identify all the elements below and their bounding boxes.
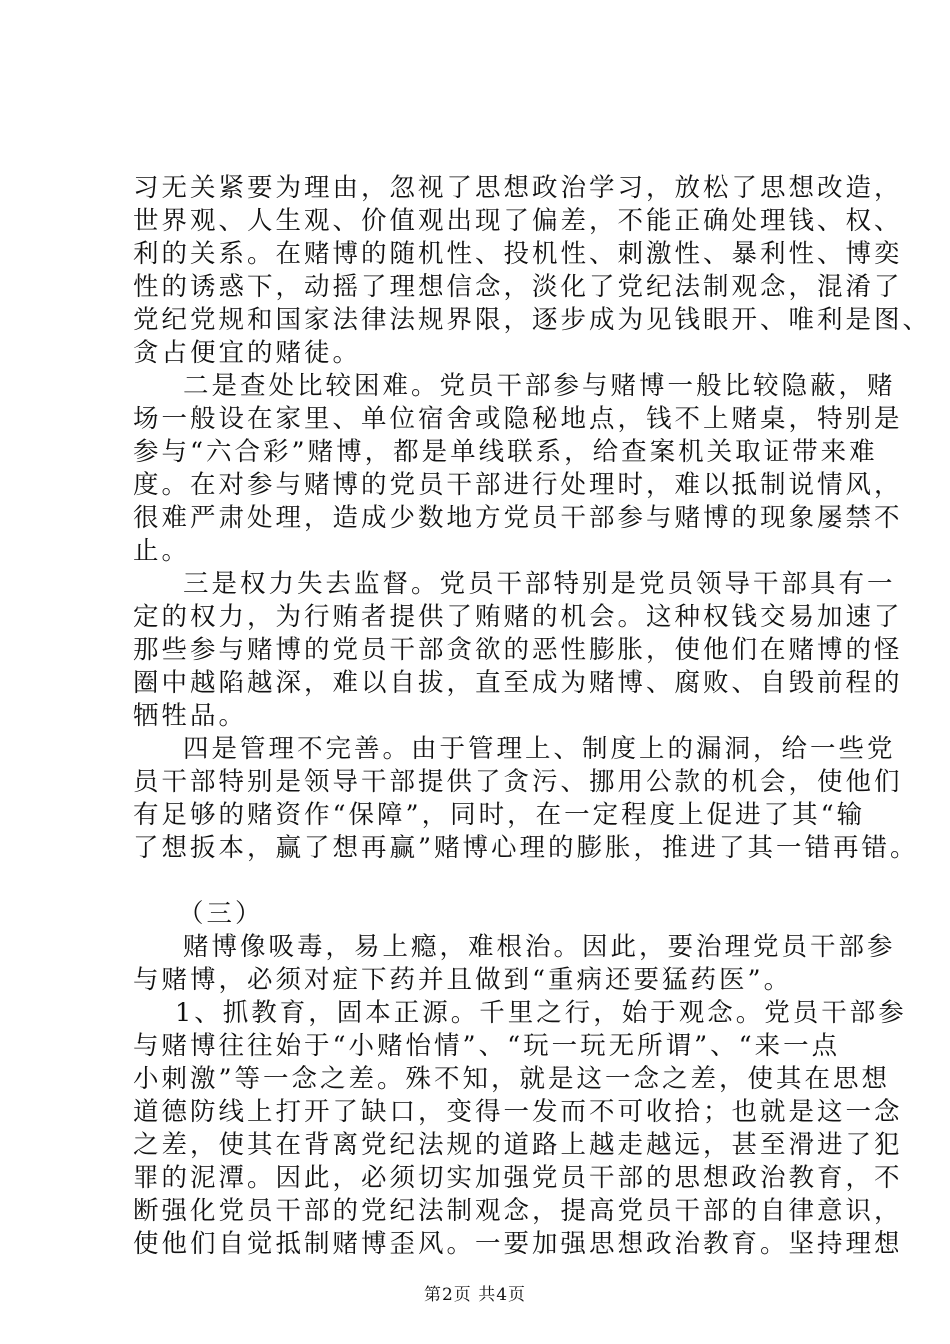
text-line: 与赌博，必须对症下药并且做到“重病还要猛药医”。 [133, 965, 793, 995]
paragraph-start-line: 二是查处比较困难。党员干部参与赌博一般比较隐蔽，赌 [183, 371, 896, 401]
text-line: 牺牲品。 [133, 701, 248, 731]
text-line: 圈中越陷越深，难以自拔，直至成为赌博、腐败、自毁前程的 [133, 668, 903, 698]
text-line: 断强化党员干部的党纪法制观念，提高党员干部的自律意识， [133, 1196, 903, 1226]
text-line: 参与“六合彩”赌博，都是单线联系，给查案机关取证带来难 [133, 437, 878, 467]
paragraph-start-line: 三是权力失去监督。党员干部特别是党员领导干部具有一 [183, 569, 896, 599]
text-line: 有足够的赌资作“保障”，同时，在一定程度上促进了其“输 [133, 800, 866, 830]
text-line: 了想扳本，赢了想再赢”赌博心理的膨胀，推进了其一错再错。 [133, 833, 919, 863]
section-heading: （三） [178, 899, 264, 929]
text-line: 与赌博往往始于“小赌怡情”、“玩一玩无所谓”、“来一点 [133, 1031, 841, 1061]
text-line: 小刺激”等一念之差。殊不知，就是这一念之差，使其在思想 [133, 1064, 891, 1094]
page-footer: 第2页 共4页 [423, 1285, 527, 1305]
text-line: 之差，使其在背离党纪法规的道路上越走越远，甚至滑进了犯 [133, 1130, 903, 1160]
text-line: 罪的泥潭。因此，必须切实加强党员干部的思想政治教育，不 [133, 1163, 903, 1193]
text-line: 党纪党规和国家法律法规界限，逐步成为见钱眼开、唯利是图、 [133, 305, 932, 335]
text-line: 世界观、人生观、价值观出现了偏差，不能正确处理钱、权、 [133, 206, 903, 236]
paragraph-start-line: 1、抓教育，固本正源。千里之行，始于观念。党员干部参 [175, 998, 907, 1028]
text-line: 定的权力，为行贿者提供了贿赌的机会。这种权钱交易加速了 [133, 602, 903, 632]
text-line: 习无关紧要为理由，忽视了思想政治学习，放松了思想改造， [133, 173, 903, 203]
text-line: 员干部特别是领导干部提供了贪污、挪用公款的机会，使他们 [133, 767, 903, 797]
text-line: 止。 [133, 536, 191, 566]
text-line: 使他们自觉抵制赌博歪风。一要加强思想政治教育。坚持理想 [133, 1229, 903, 1259]
text-line: 那些参与赌博的党员干部贪欲的恶性膨胀，使他们在赌博的怪 [133, 635, 903, 665]
text-line: 性的诱惑下，动摇了理想信念，淡化了党纪法制观念，混淆了 [133, 272, 903, 302]
text-line: 贪占便宜的赌徒。 [133, 338, 362, 368]
text-line: 很难严肃处理，造成少数地方党员干部参与赌博的现象屡禁不 [133, 503, 903, 533]
paragraph-start-line: 四是管理不完善。由于管理上、制度上的漏洞，给一些党 [183, 734, 896, 764]
text-line: 道德防线上打开了缺口，变得一发而不可收拾；也就是这一念 [133, 1097, 903, 1127]
text-line: 利的关系。在赌博的随机性、投机性、刺激性、暴利性、博奕 [133, 239, 903, 269]
paragraph-start-line: 赌博像吸毒，易上瘾，难根治。因此，要治理党员干部参 [183, 932, 896, 962]
text-line: 度。在对参与赌博的党员干部进行处理时，难以抵制说情风， [133, 470, 903, 500]
text-line: 场一般设在家里、单位宿舍或隐秘地点，钱不上赌桌，特别是 [133, 404, 903, 434]
